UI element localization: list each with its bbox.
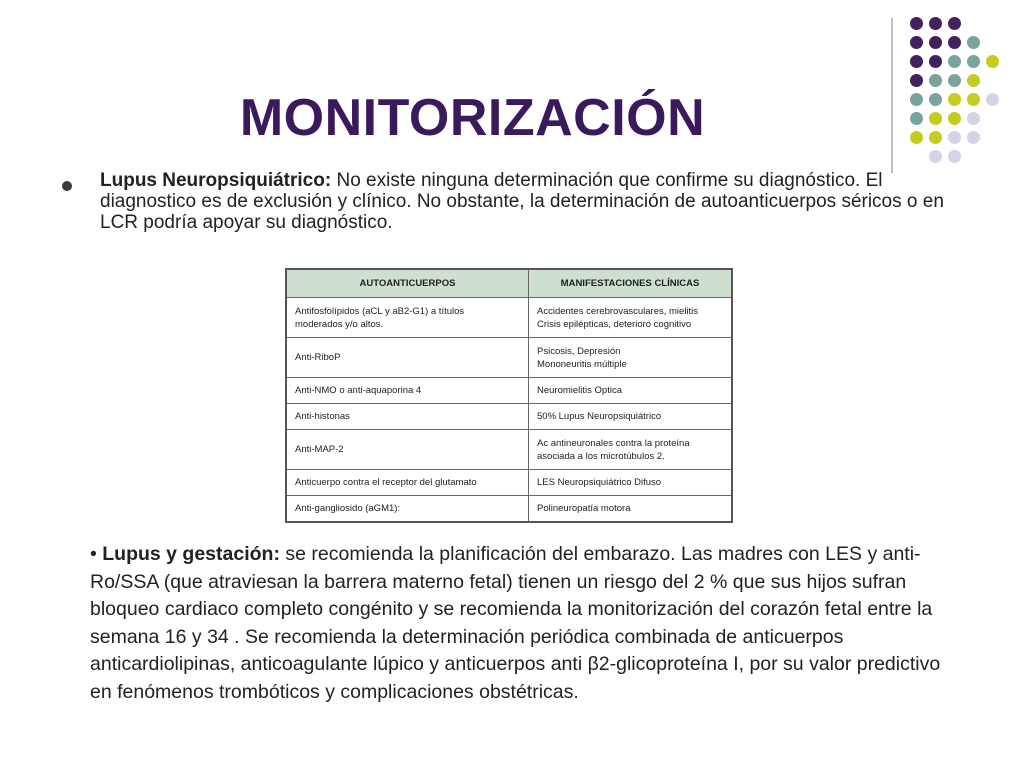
- cell-line: Mononeuritis múltiple: [537, 358, 627, 370]
- antibody-cell: [286, 338, 529, 378]
- cell-line: LES Neuropsiquiátrico Difuso: [537, 477, 662, 488]
- decorative-dot: [929, 150, 942, 163]
- decorative-dot: [910, 36, 923, 49]
- lupus-pregnancy-heading: Lupus y gestación:: [102, 543, 280, 565]
- table-header-row: [286, 269, 732, 298]
- table-row: [286, 338, 732, 378]
- column-header-autoantibodies: AUTOANTICUERPOS: [286, 269, 529, 298]
- cell-line: Psicosis, Depresión: [537, 345, 621, 357]
- table-row: [286, 378, 732, 404]
- table-row: [286, 298, 732, 338]
- manifestation-cell: [529, 430, 733, 470]
- manifestation-cell: [529, 470, 733, 496]
- neuropsychiatric-lupus-paragraph: [100, 170, 945, 233]
- cell-line: asociada a los microtúbulos 2.: [537, 450, 665, 462]
- decorative-dot: [948, 74, 961, 87]
- decorative-dot: [948, 112, 961, 125]
- decorative-dot: [967, 74, 980, 87]
- cell-line: Polineuropatía motora: [537, 502, 631, 514]
- decorative-dot: [948, 150, 961, 163]
- decorative-dot: [948, 36, 961, 49]
- decorative-dot: [910, 17, 923, 30]
- table-row: [286, 430, 732, 470]
- column-header-clinical-manifestations: MANIFESTACIONES CLÍNICAS: [529, 269, 733, 298]
- cell-line: moderados y/o altos.: [295, 318, 384, 330]
- autoantibody-table: [285, 268, 733, 523]
- cell-line: Antifosfolípidos (aCL y aB2-G1) a títulos: [295, 305, 465, 317]
- antibody-cell: [286, 470, 529, 496]
- table-row: [286, 496, 732, 522]
- neuropsychiatric-lupus-text: No existe ninguna determinación que confirme su diagnóstico. El diagnostico es de exclusión y clínico. No obstante, la determinación de autoanticuerpos séricos o en LCR podría apoyar su diagnóstico.: [100, 170, 944, 233]
- table-row: [286, 404, 732, 430]
- decorative-dot: [986, 55, 999, 68]
- cell-line: Anti-NMO o anti-aquaporina 4: [295, 385, 422, 396]
- decorative-dot: [967, 112, 980, 125]
- antibody-cell: [286, 496, 529, 522]
- bullet-glyph: •: [90, 543, 97, 565]
- manifestation-cell: [529, 496, 733, 522]
- decorative-dot: [967, 131, 980, 144]
- antibody-cell: [286, 430, 529, 470]
- cell-line: Anticuerpo contra el receptor del glutamato: [295, 477, 477, 488]
- decorative-dot: [929, 36, 942, 49]
- manifestation-cell: [529, 298, 733, 338]
- decorative-dot: [929, 55, 942, 68]
- cell-line: Anti-RiboP: [295, 352, 341, 363]
- decorative-dot: [986, 93, 999, 106]
- slide-title: MONITORIZACIÓN: [239, 89, 706, 147]
- bullet-icon: [62, 181, 72, 191]
- antibody-cell: [286, 298, 529, 338]
- manifestation-cell: [529, 404, 733, 430]
- decorative-dot: [948, 93, 961, 106]
- cell-line: Accidentes cerebrovasculares, mielitis: [537, 305, 699, 317]
- table-row: [286, 470, 732, 496]
- antibody-cell: [286, 378, 529, 404]
- decorative-dot: [967, 36, 980, 49]
- decorative-dot: [929, 17, 942, 30]
- decorative-dot: [948, 131, 961, 144]
- cell-line: Anti-histonas: [295, 411, 350, 422]
- manifestation-cell: [529, 378, 733, 404]
- neuropsychiatric-lupus-heading: Lupus Neuropsiquiátrico:: [100, 170, 332, 191]
- cell-line: Anti-gangliosido (aGM1):: [295, 502, 401, 514]
- cell-line: Neuromielitis Optica: [537, 385, 622, 396]
- cell-line: Anti-MAP-2: [295, 444, 344, 455]
- decorative-dot: [910, 74, 923, 87]
- decorative-dot: [910, 55, 923, 68]
- cell-line: 50% Lupus Neuropsiquiátrico: [537, 411, 662, 422]
- decorative-dot: [929, 74, 942, 87]
- antibody-cell: [286, 404, 529, 430]
- decorative-dot: [967, 55, 980, 68]
- lupus-pregnancy-text: se recomienda la planificación del embarazo. Las madres con LES y anti-Ro/SSA (que atraviesan la barrera materno fetal) tienen un riesgo del 2 % que sus hijos sufran bloqueo cardiaco completo congénito y se recomienda la monitorización del corazón fetal entre la semana 16 y 34 . Se recomienda la determinación periódica combinada de anticuerpos anticardiolipinas, anticoagulante lúpico y anticuerpos anti β2-glicoproteína I, por su valor predictivo en fenómenos trombóticos y complicaciones obstétricas.: [90, 543, 941, 703]
- decorative-dot: [948, 17, 961, 30]
- manifestation-cell: [529, 338, 733, 378]
- cell-line: Crisis epilépticas, deterioro cognitivo: [537, 318, 692, 330]
- decorative-dot: [967, 93, 980, 106]
- table-body: [286, 298, 732, 522]
- lupus-pregnancy-paragraph: [90, 541, 955, 706]
- decorative-dot: [948, 55, 961, 68]
- cell-line: Ac antineuronales contra la proteína: [537, 437, 690, 449]
